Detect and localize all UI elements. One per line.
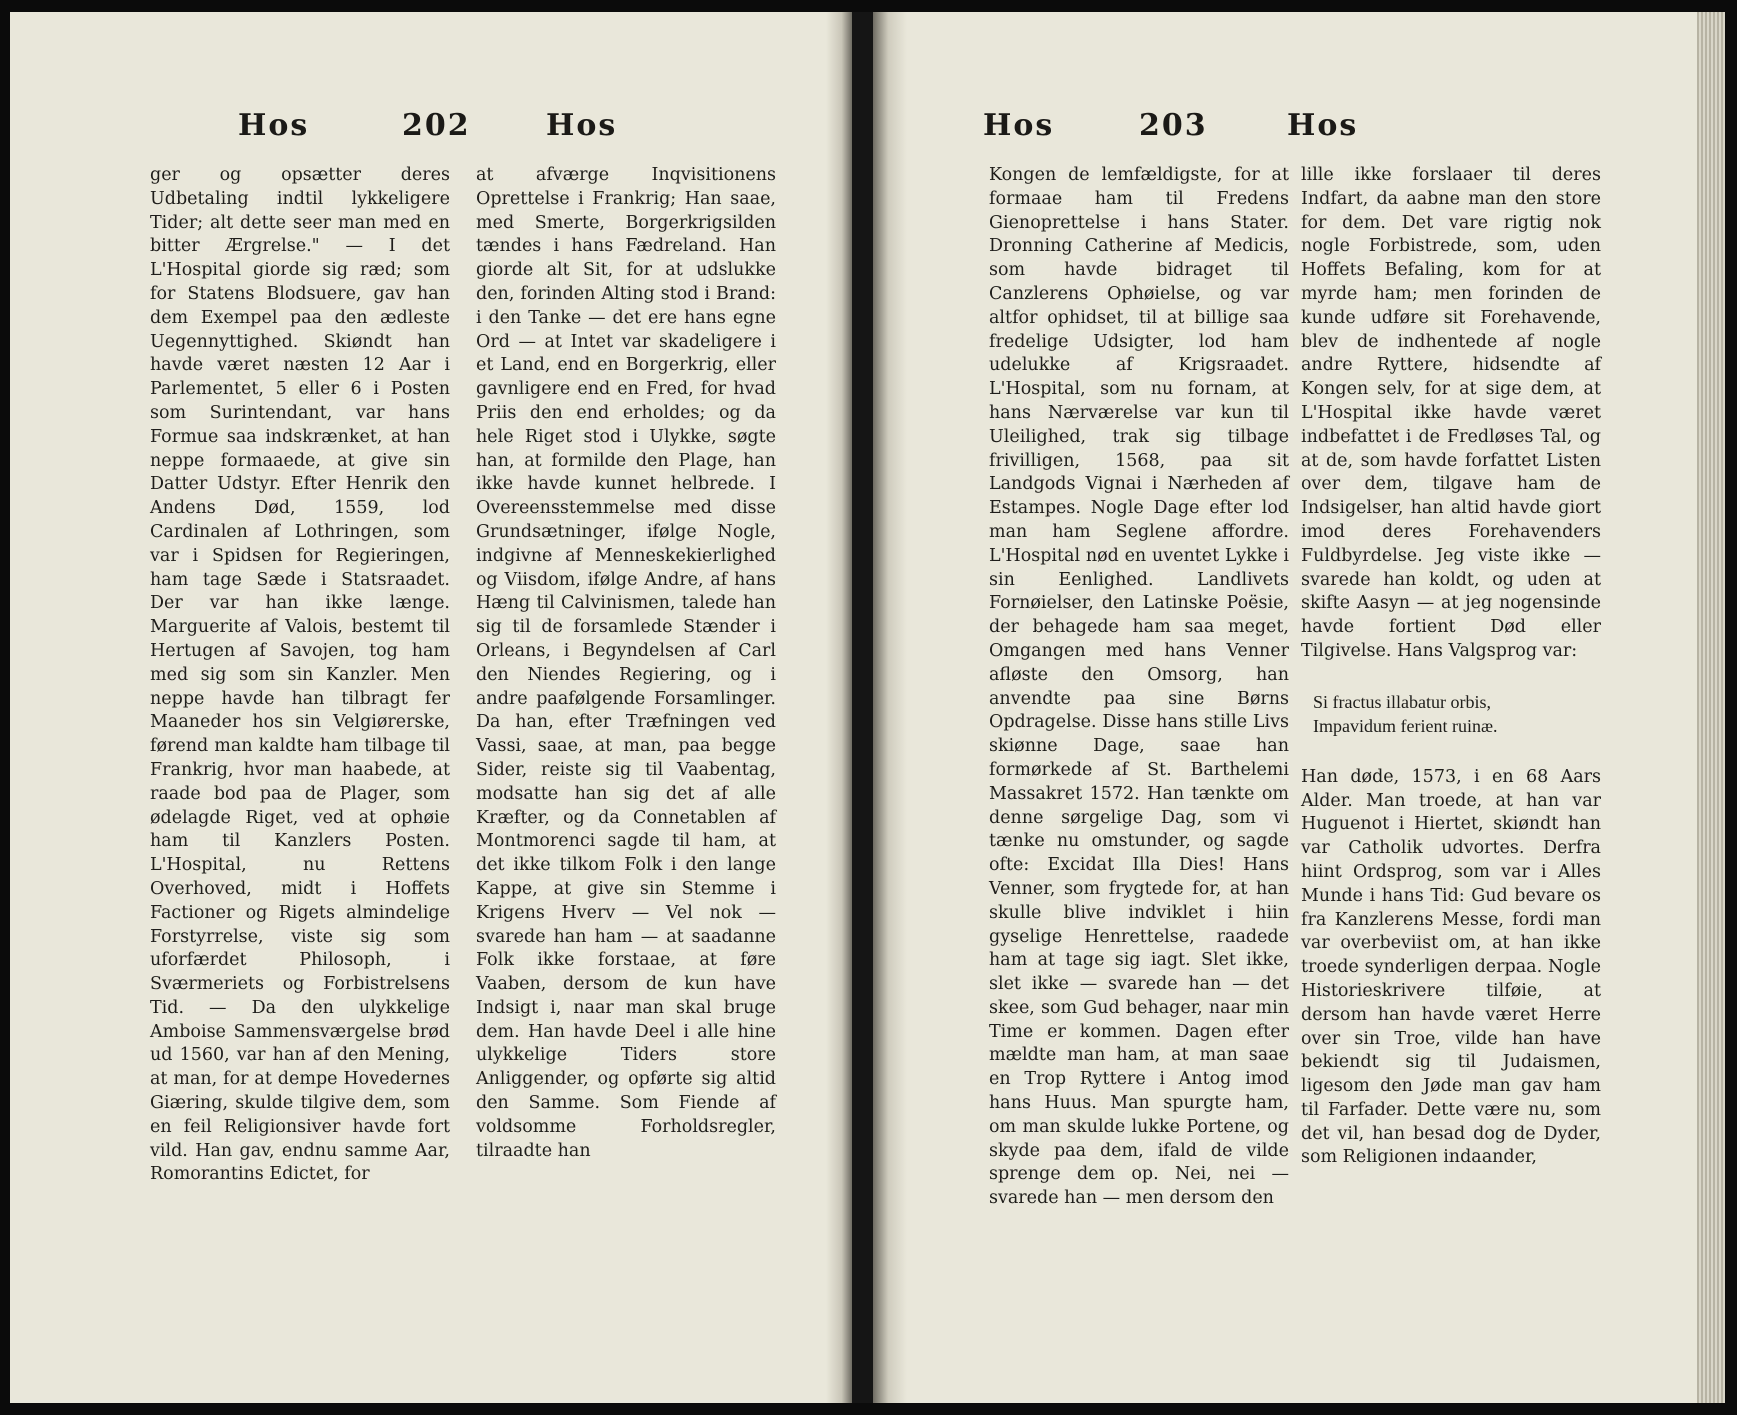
left-page-number: 202 [402, 108, 471, 143]
right-column-1-text: Kongen de lemfældigste, for at formaae ham til Fredens Gienoprettelse i hans Stater. Dronning Catherine af Medicis, som havde bidraget til Canzlerens Ophøielse, og var altfor ophidset, til at billige saa fredelige Udsigter, lod ham udelukke af Krigsraadet. L'Hospital, som nu fornam, at hans Nærværelse var kun til Uleilighed, trak sig tilbage frivilligen, 1568, paa sit Landgods Vignai i Nærheden af Estampes. Nogle Dage efter lod man ham Seglene affordre. L'Hospital nød en uventet Lykke i sin Eenlighed. Landlivets Fornøielser, den Latinske Poësie, der behagede ham saa meget, Omgangen med hans Venner afløste den Omsorg, han anvendte paa sine Børns Opdragelse. Disse hans stille Livs skiønne Dage, saae han formørkede af St. Barthelemi Massakret 1572. Han tænkte om denne sørgelige Dag, som vi tænke nu omstunder, og sagde ofte: Excidat Illa Dies! Hans Venner, som frygtede for, at han skulle blive indviklet i hiin gyselige Henrettelse, raadede ham at tage sig iagt. Slet ikke, slet ikke — svarede han — det skee, som Gud behager, naar min Time er kommen. Dagen efter mældte man ham, at man saae en Trop Ryttere i Antog imod hans Huus. Man spurgte ham, om man skulde lukke Portene, og skyde paa dem, ifald de vilde sprenge dem op. Nei, nei — svarede han — men dersom den [989, 165, 1289, 1209]
right-page-number: 203 [1139, 108, 1208, 143]
left-column-1-text: ger og opsætter deres Udbetaling indtil lykkeligere Tider; alt dette seer man med en bitter Ærgrelse." — I det L'Hospital giorde sig ræd; som for Statens Blodsuere, gav han dem Exempel paa den ædleste Uegennyttighed. Skiøndt han havde været næsten 12 Aar i Parlementet, 5 eller 6 i Posten som Surintendant, var hans Formue saa indskrænket, at han neppe formaaede, at give sin Datter Udstyr. Efter Henrik den Andens Død, 1559, lod Cardinalen af Lothringen, som var i Spidsen for Regieringen, ham tage Sæde i Statsraadet. Der var han ikke længe. Marguerite af Valois, bestemt til Hertugen af Savojen, tog ham med sig som sin Kanzler. Men neppe havde han tilbragt fer Maaneder hos sin Velgiørerske, førend man kaldte ham tilbage til Frankrig, hvor man haabede, at raade bod paa de Plager, som ødelagde Riget, ved at ophøie ham til Kanzlers Posten. L'Hospital, nu Rettens Overhoved, midt i Hoffets Factioner og Rigets almindelige Forstyrrelse, viste sig som uforfærdet Philosoph, i Sværmeriets og Forbistrelsens Tid. — Da den ulykkelige Amboise Sammensværgelse brød ud 1560, var han af den Mening, at man, for at dempe Hovedernes Giæring, skulde tilgive dem, som en feil Religionsiver havde fort vild. Han gav, endnu samme Aar, Romorantins Edictet, for [150, 165, 450, 1185]
right-column-2-outro-text: Han døde, 1573, i en 68 Aars Alder. Man troede, at han var Huguenot i Hiertet, skiøndt han var Catholik udvortes. Derfra hiint Ordsprog, som var i Alles Munde i hans Tid: Gud bevare os fra Kanzlerens Messe, fordi man var overbeviist om, at han ikke troede synderligen derpaa. Nogle Historieskrivere tilføie, at dersom han havde været Herre over sin Troe, vilde han have bekiendt sig til Judaismen, ligesom den Jøde man gav ham til Farfader. Dette være nu, som det vil, han besad dog de Dyder, som Religionen indaander, [1301, 766, 1601, 1168]
right-page-column-2 [1301, 164, 1601, 1170]
left-column-2-text: at afværge Inqvisitionens Oprettelse i Frankrig; Han saae, med Smerte, Borgerkrigsilden tændes i hans Fædreland. Han giorde alt Sit, for at udslukke den, forinden Alting stod i Brand: i den Tanke — det ere hans egne Ord — at Intet var skadeligere i et Land, end en Borgerkrig, eller gavnligere end en Fred, for hvad Priis den end erholdes; og da hele Riget stod i Ulykke, søgte han, at formilde den Plage, han ikke havde kunnet helbrede. I Overeensstemmelse med disse Grundsætninger, ifølge Nogle, indgivne af Menneskekierlighed og Viisdom, ifølge Andre, af hans Hæng til Calvinismen, talede han sig til de forsamlede Stænder i Orleans, i Begyndelsen af Carl den Niendes Regiering, og i andre paafølgende Forsamlinger. Da han, efter Træfningen ved Vassi, saae, at man, paa begge Sider, reiste sig til Vaabentag, modsatte han sig det af alle Kræfter, og da Connetablen af Montmorenci sagde til ham, at det ikke tilkom Folk i den lange Kappe, at give sin Stemme i Krigens Hverv — Vel nok — svarede han ham — at saadanne Folk ikke forstaae, at føre Vaaben, dersom de kun have Indsigt i, naar man skal bruge dem. Han havde Deel i alle hine ulykkelige Tiders store Anliggender, og opførte sig altid den Samme. Som Fiende af voldsomme Forholdsregler, tilraadte han [476, 165, 776, 1161]
right-page-fore-edge [1697, 12, 1725, 1403]
right-header-catchword-left: Hos [983, 108, 1055, 143]
right-header-catchword-right: Hos [1287, 108, 1359, 143]
left-page [10, 12, 852, 1403]
right-page [873, 12, 1725, 1403]
book-gutter [852, 12, 873, 1403]
left-page-binding-shadow [826, 12, 852, 1403]
left-header-catchword-left: Hos [238, 108, 310, 143]
latin-motto-line-2: Impavidum ferient ruinæ. [1313, 715, 1498, 736]
left-header-catchword-right: Hos [546, 108, 618, 143]
left-running-header [10, 108, 852, 148]
right-running-header [873, 108, 1725, 148]
right-page-binding-shadow [873, 12, 907, 1403]
left-page-column-2 [476, 164, 776, 1163]
latin-motto [1313, 690, 1601, 738]
left-page-column-1 [150, 164, 450, 1187]
right-page-column-1 [989, 164, 1289, 1211]
right-column-2-intro-text: lille ikke forslaaer til deres Indfart, da aabne man den store for dem. Det vare rigtig nok nogle Forbistrede, som, uden Hoffets Befaling, kom for at myrde ham; men forinden de kunde udføre sit Forehavende, blev de indhentede af nogle andre Ryttere, hidsendte af Kongen selv, for at sige dem, at L'Hospital ikke havde været indbefattet i de Fredløses Tal, og at de, som havde forfattet Listen over dem, tilgave ham de Indsigelser, han altid havde giort imod deres Forehavenders Fuldbyrdelse. Jeg viste ikke — svarede han koldt, og uden at skifte Aasyn — at jeg nogensinde havde fortient Død eller Tilgivelse. Hans Valgsprog var: [1301, 165, 1601, 661]
latin-motto-line-1: Si fractus illabatur orbis, [1313, 691, 1491, 712]
